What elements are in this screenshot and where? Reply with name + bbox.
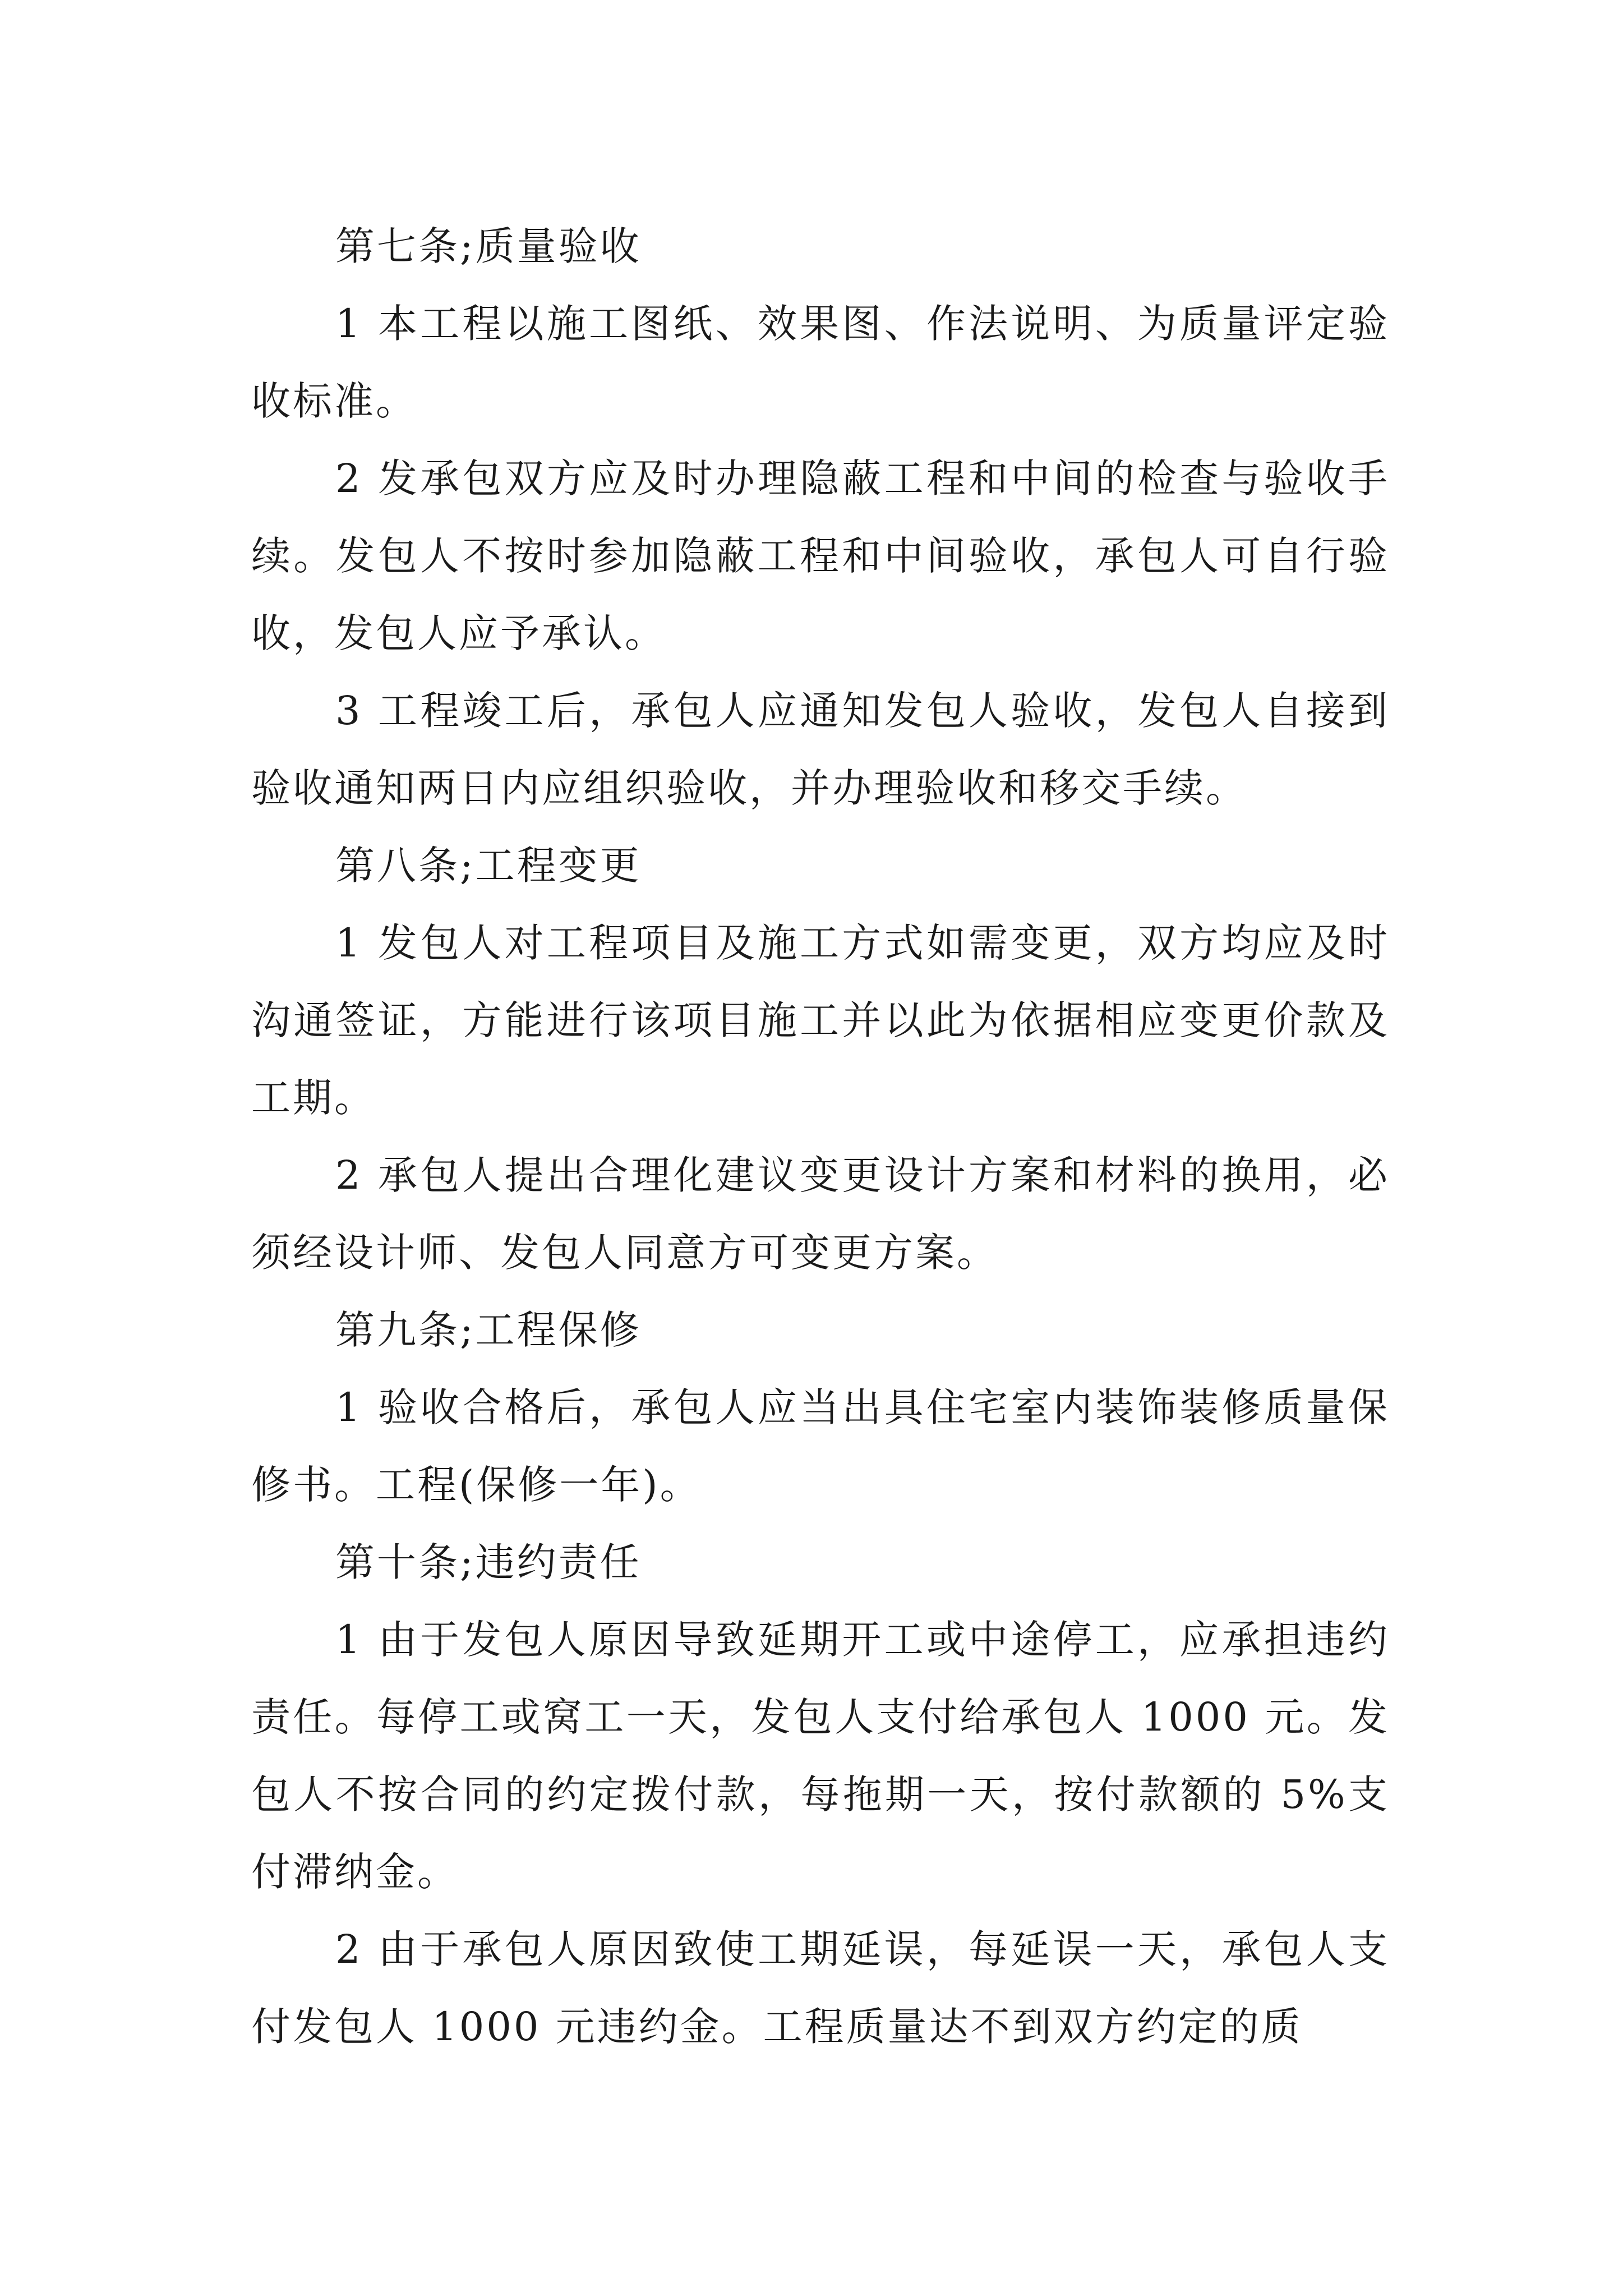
clause-7-2: 2 发承包双方应及时办理隐蔽工程和中间的检查与验收手续。发包人不按时参加隐蔽工程和中间验收，承包人可自行验收，发包人应予承认。 xyxy=(251,455,1390,656)
clause-8-1: 1 发包人对工程项目及施工方式如需变更，双方均应及时沟通签证，方能进行该项目施工并以此为依据相应变更价款及工期。 xyxy=(251,920,1390,1121)
clause-7-3: 3 工程竣工后，承包人应通知发包人验收，发包人自接到验收通知两日内应组织验收，并办理验收和移交手续。 xyxy=(251,688,1390,811)
clause-8-2: 2 承包人提出合理化建议变更设计方案和材料的换用，必须经设计师、发包人同意方可变更方案。 xyxy=(251,1152,1390,1276)
heading-article-8: 第八条;工程变更 xyxy=(335,843,642,889)
heading-article-10: 第十条;违约责任 xyxy=(335,1539,642,1585)
heading-article-7: 第七条;质量验收 xyxy=(335,223,642,269)
clause-7-1: 1 本工程以施工图纸、效果图、作法说明、为质量评定验收标准。 xyxy=(251,301,1390,424)
clause-9-1: 1 验收合格后，承包人应当出具住宅室内装饰装修质量保修书。工程(保修一年)。 xyxy=(251,1384,1390,1508)
document-body xyxy=(251,208,1390,2065)
clause-10-2: 2 由于承包人原因致使工期延误，每延误一天，承包人支付发包人 1000 元违约金。工程质量达不到双方约定的质 xyxy=(251,1926,1390,2050)
heading-article-9: 第九条;工程保修 xyxy=(335,1307,642,1353)
clause-10-1: 1 由于发包人原因导致延期开工或中途停工，应承担违约责任。每停工或窝工一天，发包人支付给承包人 1000 元。发包人不按合同的约定拨付款，每拖期一天，按付款额的 5%支付滞纳金。 xyxy=(251,1617,1390,1895)
